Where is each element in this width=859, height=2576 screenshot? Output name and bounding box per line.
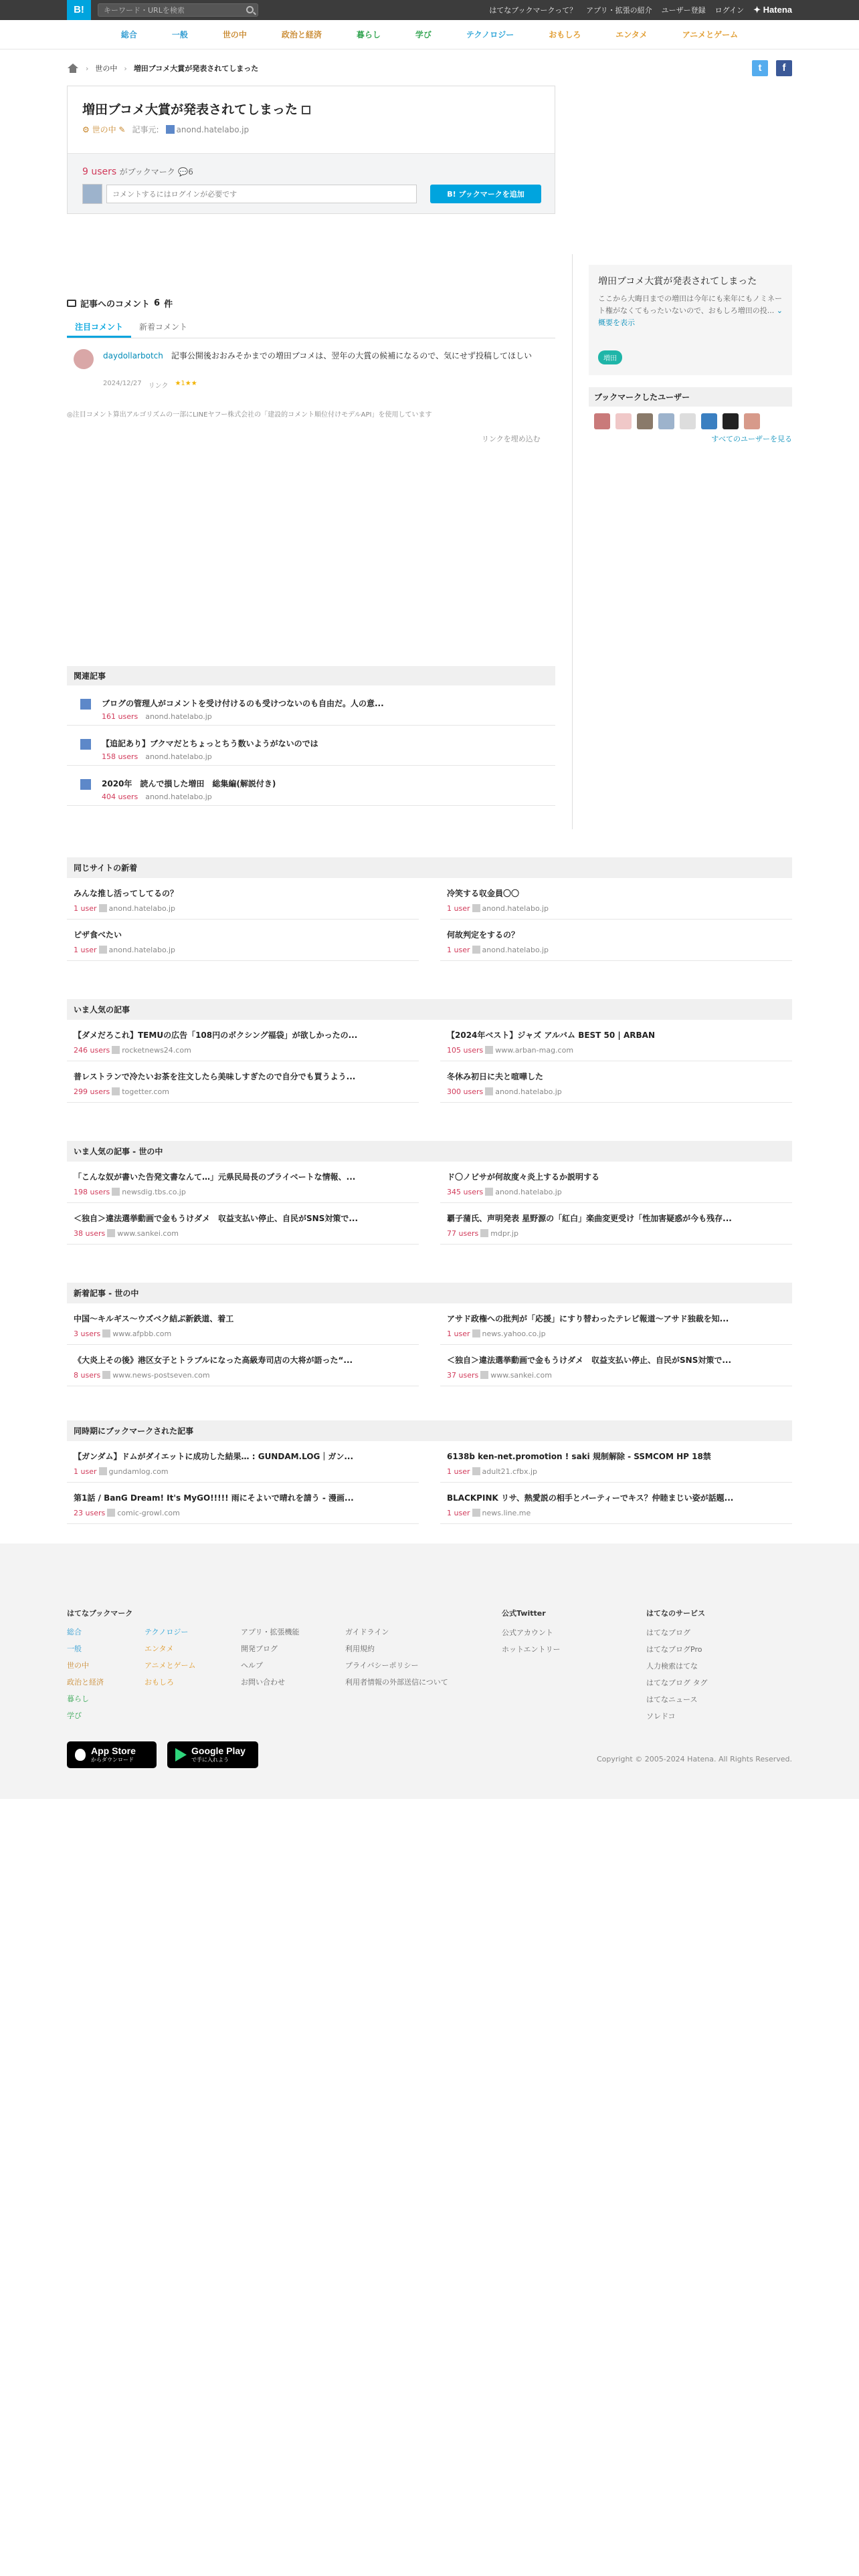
footer-col-title: はてなのサービス bbox=[646, 1609, 705, 1618]
entry-category-label: 世の中 bbox=[92, 125, 116, 134]
footer-link[interactable]: はてなブログ タグ bbox=[646, 1679, 708, 1687]
footer-col-title: はてなブックマーク bbox=[67, 1609, 133, 1618]
users-count[interactable]: 38 users bbox=[74, 1229, 106, 1238]
site-favicon-icon bbox=[166, 125, 175, 134]
footer-link[interactable]: テクノロジー bbox=[145, 1628, 189, 1636]
article-meta bbox=[74, 1371, 412, 1380]
article-meta bbox=[447, 1229, 785, 1238]
list-item bbox=[67, 1441, 419, 1483]
site-favicon-icon bbox=[472, 946, 480, 954]
footer-link[interactable]: ガイドライン bbox=[345, 1628, 389, 1636]
header-links bbox=[489, 0, 792, 20]
site-favicon-icon bbox=[472, 1329, 480, 1337]
footer-link[interactable]: 総合 bbox=[67, 1628, 82, 1636]
users-count[interactable]: 299 users bbox=[74, 1087, 110, 1096]
category-nav bbox=[0, 20, 859, 49]
bookmark-area bbox=[68, 153, 555, 213]
external-link-icon[interactable] bbox=[302, 106, 310, 114]
article-title-link[interactable]: みんな推し活ってしてるの？ bbox=[74, 889, 179, 898]
avatar[interactable] bbox=[701, 413, 717, 429]
comment-count-value: 6 bbox=[188, 167, 193, 177]
comment-count-badge: 💬6 bbox=[178, 167, 193, 177]
domain-link[interactable]: anond.hatelabo.jp bbox=[495, 1188, 562, 1196]
hatena-logo[interactable]: ✦ Hatena bbox=[753, 5, 792, 15]
article-title-link[interactable]: 冬休み初日に夫と喧嘩した bbox=[447, 1072, 544, 1081]
site-favicon-icon bbox=[480, 1229, 488, 1237]
add-bookmark-button[interactable]: B! ブックマークを追加 bbox=[430, 185, 541, 203]
search-box[interactable] bbox=[98, 3, 258, 17]
chevron-right-icon: › bbox=[124, 64, 127, 73]
copyright: Copyright © 2005-2024 Hatena. All Rights Reserved. bbox=[596, 1755, 792, 1763]
category-6[interactable]: テクノロジー bbox=[466, 30, 514, 39]
simultaneous-section bbox=[67, 1420, 792, 1524]
list-item bbox=[440, 1162, 792, 1203]
section-title: 同じサイトの新着 bbox=[67, 857, 792, 878]
entry-thumbnail-icon[interactable] bbox=[80, 779, 91, 790]
site-favicon-icon bbox=[472, 904, 480, 912]
users-count[interactable]: 1 user bbox=[447, 1509, 470, 1517]
entry-thumbnail-icon[interactable] bbox=[80, 699, 91, 710]
site-favicon-icon bbox=[112, 1046, 120, 1054]
users-count[interactable]: 158 users bbox=[102, 752, 138, 761]
article-meta bbox=[74, 1046, 412, 1055]
app-store-small: からダウンロード bbox=[91, 1757, 134, 1763]
breadcrumb-title: 増田ブコメ大賞が発表されてしまった bbox=[133, 64, 259, 73]
avatar[interactable] bbox=[723, 413, 739, 429]
comment-note: ◎注目コメント算出アルゴリズムの一部にLINEヤフー株式会社の「建設的コメント順位付けモデルAPI」を使用しています bbox=[67, 411, 432, 419]
footer bbox=[0, 1543, 859, 1799]
footer-link[interactable]: 人力検索はてな bbox=[646, 1662, 698, 1671]
search-icon[interactable] bbox=[246, 6, 254, 13]
category-1[interactable]: 一般 bbox=[171, 30, 188, 39]
list-item bbox=[440, 1303, 792, 1345]
article-title-link[interactable]: 【ガンダム】ドムがダイエットに成功した結果… : GUNDAM.LOG｜ガン... bbox=[74, 1452, 354, 1461]
tab-new-comments[interactable]: 新着コメント bbox=[139, 322, 188, 332]
site-favicon-icon bbox=[485, 1188, 493, 1196]
avatar[interactable] bbox=[744, 413, 760, 429]
domain-link[interactable]: news.line.me bbox=[482, 1509, 531, 1517]
article-title-link[interactable]: 【2024年ベスト】ジャズ アルバム BEST 50 | ARBAN bbox=[447, 1031, 655, 1040]
popular-section bbox=[67, 999, 792, 1103]
users-count[interactable]: 345 users bbox=[447, 1188, 484, 1196]
users-count[interactable]: 161 users bbox=[102, 712, 138, 721]
footer-link[interactable]: 学び bbox=[67, 1711, 82, 1720]
users-count[interactable]: 1 user bbox=[74, 1467, 97, 1476]
section-title: いま人気の記事 bbox=[67, 999, 792, 1020]
related-meta bbox=[102, 711, 555, 722]
apple-icon bbox=[75, 1749, 86, 1761]
article-title-link[interactable]: 第1話 / BanG Dream! It's MyGO!!!!! 雨にそよいで晴れを請う - 漫画... bbox=[74, 1493, 354, 1503]
article-meta bbox=[447, 946, 785, 954]
list-item bbox=[440, 1020, 792, 1061]
site-favicon-icon bbox=[472, 1467, 480, 1475]
list-item bbox=[440, 1345, 792, 1386]
users-count[interactable]: 105 users bbox=[447, 1046, 484, 1055]
article-grid bbox=[67, 1441, 792, 1524]
comment-body bbox=[103, 349, 551, 362]
same-site-section bbox=[67, 857, 792, 961]
list-item bbox=[67, 766, 555, 806]
article-meta bbox=[74, 1509, 412, 1517]
domain-link[interactable]: www.afpbb.com bbox=[112, 1329, 172, 1338]
domain-link[interactable]: comic-growl.com bbox=[117, 1509, 180, 1517]
list-item bbox=[67, 1345, 419, 1386]
comment-meta bbox=[103, 380, 197, 390]
sidebar bbox=[589, 265, 792, 444]
article-title-link[interactable]: BLACKPINK リサ、熱愛説の相手とパーティーでキス？仲睦まじい姿が話題... bbox=[447, 1493, 734, 1503]
article-meta bbox=[74, 904, 412, 913]
entry-domain[interactable] bbox=[166, 125, 250, 134]
site-favicon-icon bbox=[112, 1188, 120, 1196]
footer-categories-a bbox=[67, 1624, 104, 1724]
tab-popular-comments[interactable]: 注目コメント bbox=[67, 317, 131, 338]
star-icon[interactable]: ★1★★ bbox=[175, 380, 197, 387]
footer-twitter-links bbox=[502, 1624, 561, 1658]
entry-info bbox=[68, 86, 555, 153]
comment-user[interactable]: daydollarbotch bbox=[103, 351, 163, 360]
list-item bbox=[67, 726, 555, 766]
related-title-link[interactable]: 2020年 読んで損した増田 総集編(解説付き) bbox=[102, 779, 276, 788]
footer-link[interactable]: エンタメ bbox=[145, 1644, 174, 1653]
users-suffix: がブックマーク bbox=[119, 167, 175, 177]
comment-date[interactable]: 2024/12/27 bbox=[103, 380, 142, 387]
google-play-button[interactable] bbox=[167, 1741, 258, 1768]
google-play-label: Google Play bbox=[191, 1745, 246, 1756]
users-count[interactable]: 300 users bbox=[447, 1087, 484, 1096]
domain-link[interactable]: anond.hatelabo.jp bbox=[495, 1087, 562, 1096]
article-title-link[interactable]: ＜独自＞違法選挙動画で金もうけダメ 収益支払い停止、自民がSNS対策で... bbox=[447, 1356, 732, 1365]
users-count[interactable]: 1 user bbox=[447, 1467, 470, 1476]
footer-link[interactable]: 一般 bbox=[67, 1644, 82, 1653]
related-meta bbox=[102, 791, 555, 802]
article-grid bbox=[67, 1303, 792, 1386]
entry-thumbnail-icon[interactable] bbox=[80, 739, 91, 750]
related-title-link[interactable]: ブログの管理人がコメントを受け付けるのも受けつないのも自由だ。人の意... bbox=[102, 699, 384, 708]
entry-description bbox=[589, 265, 792, 375]
app-store-button[interactable] bbox=[67, 1741, 157, 1768]
comments-count: 6 bbox=[154, 298, 161, 308]
comment-input[interactable] bbox=[106, 185, 417, 203]
list-item bbox=[440, 1483, 792, 1524]
entry-title-text: 増田ブコメ大賞が発表されてしまった bbox=[82, 102, 298, 117]
footer-link[interactable]: プライバシーポリシー bbox=[345, 1661, 419, 1670]
description-title: 増田ブコメ大賞が発表されてしまった bbox=[598, 276, 757, 287]
category-2[interactable]: 世の中 bbox=[222, 30, 247, 39]
category-3[interactable]: 政治と経済 bbox=[281, 30, 322, 39]
article-meta bbox=[447, 1509, 785, 1517]
list-item bbox=[67, 1020, 419, 1061]
domain-link[interactable]: anond.hatelabo.jp bbox=[145, 712, 212, 721]
article-title-link[interactable]: 6138b ken-net.promotion ! saki 規制解除 - SSMCOM HP 18禁 bbox=[447, 1452, 711, 1461]
article-grid bbox=[67, 1162, 792, 1245]
section-title: 新着記事 - 世の中 bbox=[67, 1283, 792, 1303]
related-articles bbox=[67, 666, 555, 806]
register-link[interactable]: ユーザー登録 bbox=[661, 6, 706, 15]
article-title-link[interactable]: 中国〜キルギス〜ウズベク結ぶ新鉄道、着工 bbox=[74, 1314, 234, 1323]
list-item bbox=[67, 1483, 419, 1524]
footer-link[interactable]: ソレドコ bbox=[646, 1712, 676, 1721]
article-meta bbox=[447, 1467, 785, 1476]
footer-link[interactable]: ホットエントリー bbox=[502, 1645, 561, 1654]
article-meta bbox=[447, 1046, 785, 1055]
article-title-link[interactable]: 普レストランで冷たいお茶を注文したら美味しすぎたので自分でも買うよう... bbox=[74, 1072, 356, 1081]
edit-icon[interactable]: ✎ bbox=[118, 125, 126, 134]
footer-link[interactable]: お問い合わせ bbox=[241, 1678, 285, 1687]
list-item bbox=[67, 1162, 419, 1203]
footer-col-guide bbox=[345, 1624, 448, 1691]
domain-link[interactable]: anond.hatelabo.jp bbox=[108, 904, 176, 913]
domain-link[interactable]: news.yahoo.co.jp bbox=[482, 1329, 546, 1338]
footer-link[interactable]: おもしろ bbox=[145, 1678, 174, 1687]
footer-link[interactable]: ヘルプ bbox=[241, 1661, 263, 1670]
list-item bbox=[67, 1061, 419, 1103]
entry-meta bbox=[82, 124, 249, 135]
chevron-right-icon: › bbox=[86, 64, 89, 73]
apps-link[interactable]: アプリ・拡張の紹介 bbox=[586, 6, 652, 15]
footer-link[interactable]: アプリ・拡張機能 bbox=[241, 1628, 300, 1636]
article-title-link[interactable]: 「こんな奴が書いた告発文書なんて…」元県民局長のプライベートな情報、... bbox=[74, 1172, 356, 1182]
article-title-link[interactable]: ＜独自＞違法選挙動画で金もうけダメ 収益支払い停止、自民がSNS対策で... bbox=[74, 1214, 359, 1223]
comment-item bbox=[67, 348, 555, 395]
article-meta bbox=[74, 1229, 412, 1238]
about-link[interactable]: はてなブックマークって？ bbox=[489, 6, 577, 15]
footer-link[interactable]: 利用者情報の外部送信について bbox=[345, 1678, 448, 1687]
section-title: 同時期にブックマークされた記事 bbox=[67, 1420, 792, 1441]
article-meta bbox=[74, 946, 412, 954]
domain-link[interactable]: anond.hatelabo.jp bbox=[108, 946, 176, 954]
footer-link[interactable]: 政治と経済 bbox=[67, 1678, 104, 1687]
comment-link[interactable]: リンク bbox=[148, 383, 169, 390]
breadcrumb bbox=[67, 62, 258, 75]
category-7[interactable]: おもしろ bbox=[549, 30, 581, 39]
site-favicon-icon bbox=[107, 1229, 115, 1237]
article-meta bbox=[447, 904, 785, 913]
footer-col-twitter bbox=[502, 1605, 561, 1658]
article-meta bbox=[74, 1087, 412, 1096]
global-header bbox=[0, 0, 859, 20]
footer-services-links bbox=[646, 1624, 708, 1725]
domain-link[interactable]: mdpr.jp bbox=[490, 1229, 518, 1238]
hatebu-logo[interactable]: B! bbox=[67, 0, 91, 20]
article-title-link[interactable]: 冷笑する収金員〇〇 bbox=[447, 889, 520, 898]
popular-world-section bbox=[67, 1141, 792, 1245]
avatar[interactable] bbox=[615, 413, 632, 429]
category-4[interactable]: 暮らし bbox=[356, 30, 381, 39]
footer-link[interactable]: はてなブログ bbox=[646, 1628, 690, 1637]
article-meta bbox=[74, 1329, 412, 1338]
site-favicon-icon bbox=[112, 1087, 120, 1095]
comment-bubble-icon bbox=[67, 300, 76, 307]
description-text: ここから大晦日までの増田は今年にも来年にもノミネート権がなくてもったいないので、おもしろ増田の投... bbox=[598, 294, 782, 315]
article-title-link[interactable]: ピザ食べたい bbox=[74, 930, 122, 940]
article-meta bbox=[447, 1329, 785, 1338]
breadcrumb-section[interactable]: 世の中 bbox=[95, 64, 118, 73]
site-favicon-icon bbox=[472, 1509, 480, 1517]
users-count[interactable]: 8 users bbox=[74, 1371, 101, 1380]
category-8[interactable]: エンタメ bbox=[615, 30, 648, 39]
related-meta bbox=[102, 751, 555, 762]
domain-link[interactable]: www.news-postseven.com bbox=[112, 1371, 210, 1380]
footer-link[interactable]: 世の中 bbox=[67, 1661, 89, 1670]
category-5[interactable]: 学び bbox=[415, 30, 432, 39]
site-favicon-icon bbox=[485, 1046, 493, 1054]
avatar[interactable] bbox=[680, 413, 696, 429]
users-count[interactable] bbox=[82, 166, 193, 177]
tag-badge[interactable]: 増田 bbox=[598, 350, 622, 364]
list-item bbox=[440, 878, 792, 920]
site-favicon-icon bbox=[107, 1509, 115, 1517]
article-title-link[interactable]: 《大炎上その後》港区女子とトラブルになった高級寿司店の大将が語った“... bbox=[74, 1356, 353, 1365]
article-title-link[interactable]: 覇子蒲氏、声明発表 星野源の「紅白」楽曲変更受け「性加害疑惑が今も残存... bbox=[447, 1214, 732, 1223]
footer-link[interactable]: はてなブログPro bbox=[646, 1645, 702, 1654]
footer-link[interactable]: 暮らし bbox=[67, 1695, 89, 1703]
list-item bbox=[440, 1203, 792, 1245]
article-meta bbox=[447, 1087, 785, 1096]
bookmark-users-title: ブックマークしたユーザー bbox=[589, 387, 792, 407]
search-input[interactable] bbox=[104, 4, 237, 16]
users-count[interactable]: 404 users bbox=[102, 792, 138, 801]
users-count[interactable]: 198 users bbox=[74, 1188, 110, 1196]
list-item bbox=[67, 878, 419, 920]
comments-unit: 件 bbox=[164, 300, 173, 310]
category-0[interactable]: 総合 bbox=[120, 30, 137, 39]
entry-title[interactable] bbox=[82, 100, 310, 118]
list-item bbox=[440, 1061, 792, 1103]
comment-text: 記事公開後おおみそかまでの増田ブコメは、翌年の大賞の候補になるので、気にせず投稿してほしい bbox=[171, 351, 533, 360]
related-title: 関連記事 bbox=[67, 666, 555, 685]
facebook-share-icon[interactable]: f bbox=[776, 60, 792, 76]
article-meta bbox=[447, 1188, 785, 1196]
footer-col-services bbox=[646, 1605, 708, 1725]
site-favicon-icon bbox=[480, 1371, 488, 1379]
avatar[interactable] bbox=[74, 349, 94, 369]
users-count[interactable]: 77 users bbox=[447, 1229, 479, 1238]
article-title-link[interactable]: ド〇ノビサが何故度々炎上するか説明する bbox=[447, 1172, 600, 1182]
users-count[interactable]: 1 user bbox=[74, 946, 97, 954]
related-title-link[interactable]: 【追記あり】ブクマだとちょっとちう数いようがないのでは bbox=[102, 739, 318, 748]
entry-box bbox=[67, 86, 555, 214]
footer-link[interactable]: はてなニュース bbox=[646, 1695, 698, 1704]
footer-col-title: 公式Twitter bbox=[502, 1609, 546, 1618]
twitter-share-icon[interactable]: t bbox=[752, 60, 768, 76]
site-favicon-icon bbox=[99, 946, 107, 954]
user-avatar-list bbox=[589, 413, 792, 429]
hatena-logo-text: Hatena bbox=[763, 5, 792, 15]
footer-link[interactable]: アニメとゲーム bbox=[145, 1661, 196, 1670]
domain-link[interactable]: www.sankei.com bbox=[490, 1371, 552, 1380]
list-item bbox=[67, 685, 555, 726]
site-favicon-icon bbox=[99, 904, 107, 912]
google-play-small: で手に入れよう bbox=[191, 1757, 229, 1763]
section-title: いま人気の記事 - 世の中 bbox=[67, 1141, 792, 1162]
category-9[interactable]: アニメとゲーム bbox=[682, 30, 739, 39]
users-count[interactable]: 23 users bbox=[74, 1509, 106, 1517]
show-summary-link[interactable]: ⌄ 概要を表示 bbox=[598, 306, 783, 327]
article-grid bbox=[67, 1020, 792, 1103]
footer-link[interactable]: 開発ブログ bbox=[241, 1644, 278, 1653]
comment-tabs bbox=[67, 317, 555, 338]
domain-link[interactable]: anond.hatelabo.jp bbox=[482, 904, 549, 913]
site-favicon-icon bbox=[485, 1087, 493, 1095]
domain-link[interactable]: anond.hatelabo.jp bbox=[482, 946, 549, 954]
article-grid bbox=[67, 878, 792, 961]
embed-link[interactable]: リンクを埋め込む bbox=[482, 435, 541, 443]
list-item bbox=[440, 920, 792, 961]
site-favicon-icon bbox=[102, 1371, 110, 1379]
users-count[interactable]: 1 user bbox=[447, 946, 470, 954]
article-meta bbox=[447, 1371, 785, 1380]
entry-category[interactable]: ⚙ 世の中 ✎ bbox=[82, 125, 126, 134]
related-list bbox=[67, 685, 555, 806]
app-store-label: App Store bbox=[91, 1745, 136, 1756]
list-item bbox=[67, 920, 419, 961]
domain-link[interactable]: adult21.cfbx.jp bbox=[482, 1467, 538, 1476]
users-count[interactable]: 246 users bbox=[74, 1046, 110, 1055]
site-favicon-icon bbox=[99, 1467, 107, 1475]
home-icon[interactable] bbox=[67, 64, 79, 73]
domain-link[interactable]: gundamlog.com bbox=[108, 1467, 169, 1476]
article-meta bbox=[74, 1467, 412, 1476]
site-favicon-icon bbox=[102, 1329, 110, 1337]
avatar bbox=[82, 184, 102, 204]
article-meta bbox=[74, 1188, 412, 1196]
login-link[interactable]: ログイン bbox=[714, 6, 745, 15]
article-title-link[interactable]: 【ダメだろこれ】TEMUの広告「108円のボクシング福袋」が欲しかったの... bbox=[74, 1031, 358, 1040]
users-count-value: 9 users bbox=[82, 167, 117, 177]
new-world-section bbox=[67, 1283, 792, 1386]
avatar[interactable] bbox=[658, 413, 674, 429]
list-item bbox=[440, 1441, 792, 1483]
list-item bbox=[67, 1203, 419, 1245]
see-all-users-link[interactable]: すべてのユーザーを見る bbox=[711, 435, 792, 443]
domain-link[interactable]: www.sankei.com bbox=[117, 1229, 179, 1238]
users-count[interactable]: 1 user bbox=[447, 1329, 470, 1338]
column-divider bbox=[572, 254, 573, 829]
article-title-link[interactable]: 何故判定をするの？ bbox=[447, 930, 520, 940]
users-count[interactable]: 37 users bbox=[447, 1371, 479, 1380]
google-play-icon bbox=[175, 1748, 187, 1761]
avatar[interactable] bbox=[594, 413, 610, 429]
comment-form bbox=[82, 183, 417, 205]
domain-link[interactable]: anond.hatelabo.jp bbox=[145, 792, 212, 801]
domain-link[interactable]: anond.hatelabo.jp bbox=[145, 752, 212, 761]
domain-link[interactable]: rocketnews24.com bbox=[122, 1046, 191, 1055]
source-label: 記事元: bbox=[132, 125, 159, 134]
list-item bbox=[67, 1303, 419, 1345]
footer-link[interactable]: 公式アカウント bbox=[502, 1628, 553, 1637]
footer-col-hatebu bbox=[67, 1605, 132, 1624]
footer-col-apps bbox=[241, 1624, 300, 1691]
footer-categories-b bbox=[145, 1624, 195, 1691]
domain-link[interactable]: www.arban-mag.com bbox=[495, 1046, 574, 1055]
users-count[interactable]: 1 user bbox=[74, 904, 97, 913]
users-count[interactable]: 3 users bbox=[74, 1329, 101, 1338]
footer-link[interactable]: 利用規約 bbox=[345, 1644, 375, 1653]
article-title-link[interactable]: アサド政権への批判が「応援」にすり替わったテレビ報道〜アサド独裁を知... bbox=[447, 1314, 729, 1323]
comments-heading bbox=[67, 297, 173, 310]
avatar[interactable] bbox=[637, 413, 653, 429]
comments-title: 記事へのコメント bbox=[80, 300, 151, 310]
domain-link[interactable]: togetter.com bbox=[122, 1087, 169, 1096]
domain-link[interactable]: newsdig.tbs.co.jp bbox=[122, 1188, 186, 1196]
show-summary-label: 概要を表示 bbox=[598, 318, 635, 327]
entry-domain-text: anond.hatelabo.jp bbox=[176, 124, 250, 134]
users-count[interactable]: 1 user bbox=[447, 904, 470, 913]
